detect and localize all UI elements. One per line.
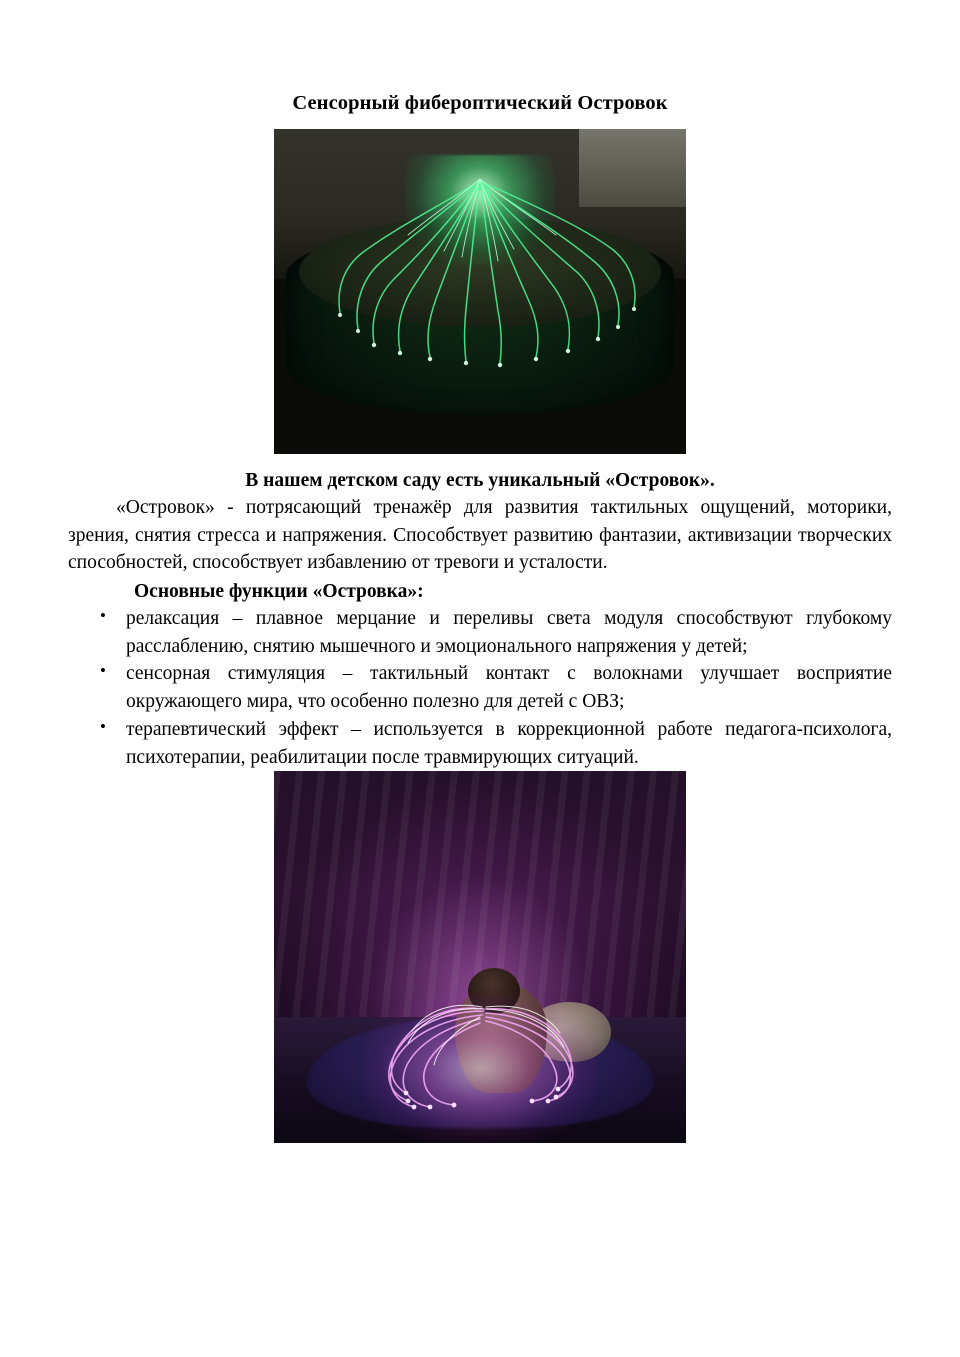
list-item: • терапевтический эффект – используется в коррекционной работе педагога-психолога, психотерапии, реабилитации после травмирующих ситуаций.: [68, 716, 892, 771]
figure-bottom: [68, 771, 892, 1143]
fiber-strands-green: [274, 129, 686, 454]
list-item: • релаксация – плавное мерцание и переливы света модуля способствуют глубокому расслаблению, снятию мышечного и эмоционального напряжения у детей;: [68, 605, 892, 660]
intro-paragraph: «Островок» - потрясающий тренажёр для развития тактильных ощущений, моторики, зрения, снятия стресса и напряжения. Способствует развитию фантазии, активизации творческих способностей, способствует избавлению от тревоги и усталости.: [68, 497, 892, 574]
list-item: • сенсорная стимуляция – тактильный контакт с волокнами улучшает восприятие окружающего мира, что особенно полезно для детей с ОВЗ;: [68, 660, 892, 715]
child-on-island-image: [274, 771, 686, 1143]
fiber-strands-purple: [274, 771, 686, 1143]
lead-paragraph: В нашем детском саду есть уникальный «Островок».: [245, 470, 715, 491]
fiberoptic-island-image: [274, 129, 686, 454]
figure-top: [68, 129, 892, 454]
features-list: [68, 605, 892, 771]
features-heading: Основные функции «Островка»:: [134, 581, 424, 603]
page-title: Сенсорный фибероптический Островок: [292, 92, 668, 114]
